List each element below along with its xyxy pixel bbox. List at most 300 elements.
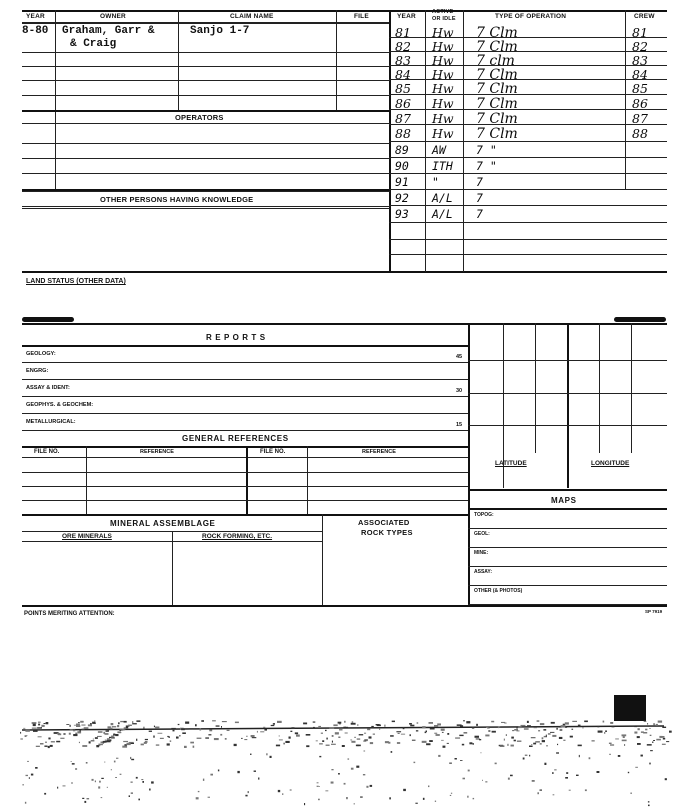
land-status-label: LAND STATUS (OTHER DATA) (26, 278, 126, 285)
report-row-line (22, 379, 468, 380)
scan-noise-speck (32, 728, 37, 729)
points-meriting-attention: POINTS MERITING ATTENTION: (24, 611, 115, 617)
scan-noise-speck (136, 720, 140, 722)
general-references-title: GENERAL REFERENCES (182, 434, 289, 443)
header-type-of-operation: TYPE OF OPERATION (495, 13, 567, 20)
map-row-label: GEOL: (474, 531, 490, 537)
scan-noise-speck (132, 721, 133, 723)
scan-noise-speck (153, 736, 154, 738)
scan-noise-speck (504, 723, 506, 724)
scan-noise-speck (472, 727, 474, 729)
scan-noise-speck (156, 745, 160, 746)
scan-noise-speck (73, 730, 75, 732)
scan-noise-speck (279, 739, 283, 740)
scan-noise-speck (266, 753, 267, 755)
scan-noise-speck (578, 745, 582, 747)
scan-noise-speck (460, 760, 463, 761)
scan-noise-speck (98, 786, 100, 788)
scan-noise-speck (511, 737, 514, 739)
scan-noise-speck (303, 723, 307, 725)
scan-noise-speck (344, 721, 346, 723)
map-row-label: OTHER (& PHOTOS) (474, 588, 523, 594)
scan-noise-speck (38, 722, 41, 723)
scan-noise-speck (116, 758, 118, 759)
scan-noise-speck (101, 778, 104, 779)
scan-noise-speck (98, 744, 103, 746)
scan-noise-speck (511, 745, 514, 747)
scan-noise-speck (525, 755, 528, 756)
scan-noise-speck (540, 790, 543, 791)
scan-noise-speck (449, 763, 452, 764)
scan-noise-speck (317, 782, 319, 783)
scan-noise-speck (540, 743, 542, 745)
scan-noise-speck (77, 731, 81, 733)
scan-noise-speck (584, 721, 588, 723)
scan-noise-speck (154, 726, 155, 728)
scan-noise-speck (529, 746, 533, 748)
scan-noise-speck (351, 768, 354, 770)
scan-noise-speck (442, 732, 444, 733)
log-row-line (389, 173, 667, 174)
scan-noise-speck (397, 742, 400, 743)
scan-noise-speck (609, 743, 612, 744)
scan-noise-speck (290, 731, 292, 732)
scan-noise-speck (96, 745, 99, 747)
scan-noise-speck (291, 727, 294, 729)
scan-noise-speck (438, 755, 440, 757)
scan-noise-speck (227, 730, 230, 731)
log-row-line (389, 124, 667, 125)
scan-noise-speck (122, 729, 125, 731)
log-status: A/L (432, 191, 453, 205)
scan-noise-speck (237, 771, 239, 773)
scan-noise-speck (82, 745, 87, 746)
scan-noise-speck (74, 725, 76, 726)
scan-noise-speck (260, 731, 264, 732)
log-year: 93 (395, 207, 409, 221)
scan-noise-speck (44, 746, 47, 747)
owner-name-line1: Graham, Garr & (62, 25, 155, 37)
scan-noise-speck (319, 743, 323, 744)
scan-noise-speck (364, 751, 366, 752)
scan-noise-speck (338, 722, 342, 724)
scan-noise-speck (561, 725, 566, 727)
scan-noise-speck (45, 742, 46, 743)
header-claim-name: CLAIM NAME (230, 13, 274, 20)
scan-black-block (614, 695, 646, 721)
log-year: 87 (395, 111, 411, 126)
corner-mark-right (614, 317, 666, 322)
scan-noise-speck (412, 740, 416, 741)
scan-noise-speck (650, 750, 653, 751)
scan-noise-speck (73, 734, 77, 736)
log-status: Hw (432, 126, 454, 141)
scan-noise-speck (130, 757, 131, 759)
scan-noise-speck (510, 775, 513, 777)
ref-file-no-1: FILE NO. (34, 449, 60, 455)
scan-noise-speck (86, 762, 88, 763)
scan-noise-speck (363, 741, 366, 742)
associated-rock-types-line2: ROCK TYPES (361, 528, 413, 537)
scan-noise-speck (516, 728, 518, 729)
scan-noise-speck (306, 745, 309, 747)
scan-noise-speck (517, 741, 522, 742)
scan-noise-speck (321, 733, 323, 734)
scan-noise-speck (524, 729, 529, 730)
scan-noise-speck (171, 728, 176, 730)
scan-noise-speck (208, 734, 211, 735)
scan-noise-speck (279, 735, 280, 736)
scan-noise-speck (32, 722, 37, 723)
scan-noise-speck (447, 743, 449, 744)
scan-noise-speck (136, 739, 137, 741)
scan-noise-speck (138, 799, 140, 801)
scan-noise-speck (185, 722, 189, 724)
scan-noise-speck (403, 789, 406, 791)
log-crew: 83 (632, 53, 648, 68)
scan-noise-speck (426, 743, 430, 745)
scan-noise-speck (604, 732, 605, 734)
log-row-line (389, 141, 667, 142)
scan-noise-speck (244, 739, 247, 740)
scan-noise-speck (417, 722, 419, 723)
scan-noise-speck (345, 733, 348, 734)
scan-noise-speck (234, 744, 237, 746)
scan-noise-speck (29, 777, 30, 779)
log-row-line (389, 222, 667, 223)
scan-noise-speck (277, 721, 282, 723)
scan-noise-speck (50, 745, 52, 746)
latitude-label: LATITUDE (495, 460, 527, 467)
scan-noise-speck (384, 725, 385, 727)
scan-noise-speck (71, 782, 73, 783)
scan-noise-speck (498, 726, 500, 727)
scan-noise-speck (516, 730, 519, 731)
log-row-line (389, 239, 667, 240)
scan-noise-speck (658, 721, 662, 723)
scan-noise-speck (120, 721, 123, 722)
scan-noise-speck (451, 793, 452, 794)
scan-noise-speck (127, 743, 131, 745)
scan-noise-speck (56, 741, 60, 743)
scan-noise-speck (356, 766, 359, 768)
scan-noise-speck (468, 770, 470, 772)
scan-noise-speck (111, 723, 114, 725)
scan-noise-speck (331, 782, 334, 784)
log-type: 7 " (476, 143, 497, 157)
scan-noise-speck (485, 735, 489, 737)
scan-noise-speck (22, 784, 24, 785)
scan-noise-speck (221, 726, 222, 728)
scan-noise-speck (120, 774, 122, 775)
owner-year: 8-80 (22, 25, 49, 37)
scan-noise-speck (492, 731, 496, 733)
longitude-label: LONGITUDE (591, 460, 630, 467)
scan-noise-speck (197, 738, 202, 739)
map-row-line (468, 585, 667, 586)
scan-noise-speck (523, 758, 525, 760)
scan-noise-speck (141, 779, 143, 780)
scan-noise-speck (108, 729, 109, 731)
scan-noise-speck (531, 737, 536, 738)
log-year: 84 (395, 67, 411, 82)
scan-noise-speck (149, 731, 152, 732)
reports-title: R E P O R T S (206, 333, 266, 342)
scan-noise-speck (170, 741, 172, 742)
scan-noise-speck (532, 780, 535, 782)
scan-noise-speck (370, 785, 373, 787)
claim-name-value: Sanjo 1-7 (190, 25, 250, 37)
scan-noise-speck (38, 724, 40, 726)
scan-noise-speck (514, 740, 516, 742)
scan-noise-speck (436, 734, 440, 735)
scan-noise-speck (182, 732, 186, 734)
scan-noise-speck (410, 725, 414, 727)
scan-noise-speck (335, 732, 339, 734)
scan-noise-speck (196, 797, 199, 799)
log-type: 7 Clm (476, 67, 518, 83)
log-row-line (389, 51, 667, 52)
scan-noise-speck (214, 738, 219, 740)
scan-noise-speck (622, 734, 627, 736)
scan-noise-speck (313, 727, 315, 729)
log-type: 7 Clm (476, 126, 518, 142)
scan-noise-speck (245, 795, 247, 797)
scan-noise-speck (78, 722, 80, 723)
scan-noise-speck (529, 755, 530, 757)
scan-noise-speck (124, 721, 127, 723)
scan-noise-speck (643, 732, 647, 734)
scan-noise-speck (48, 738, 50, 740)
scan-noise-speck (105, 740, 107, 741)
ore-minerals-label: ORE MINERALS (62, 533, 112, 540)
scan-noise-speck (181, 728, 185, 730)
scan-noise-speck (326, 738, 327, 740)
scan-noise-speck (33, 730, 38, 732)
scan-noise-speck (44, 793, 46, 795)
scan-noise-speck (618, 755, 621, 757)
scan-noise-speck (609, 754, 611, 755)
scan-noise-speck (325, 730, 327, 731)
scan-noise-speck (63, 733, 65, 734)
log-type: 7 Clm (476, 81, 518, 97)
scan-noise-speck (290, 789, 292, 790)
log-status: " (432, 175, 439, 189)
scan-noise-speck (209, 730, 212, 732)
scan-noise-speck (329, 727, 334, 729)
log-crew: 86 (632, 96, 648, 111)
scan-noise-speck (248, 791, 250, 793)
scan-noise-speck (72, 763, 75, 765)
log-row-line (389, 65, 667, 66)
scan-noise-speck (612, 726, 615, 727)
scan-noise-speck (441, 729, 445, 731)
operators-label: OPERATORS (175, 113, 224, 122)
scan-noise-speck (99, 781, 101, 783)
scan-noise-speck (87, 798, 90, 799)
scan-noise-speck (403, 727, 405, 729)
scan-noise-speck (659, 736, 662, 738)
scan-noise-speck (66, 724, 69, 725)
scan-noise-speck (354, 803, 355, 804)
scan-noise-speck (521, 725, 526, 726)
scan-noise-speck (357, 739, 361, 740)
map-row-line (468, 547, 667, 548)
scan-noise-speck (201, 720, 204, 722)
scan-noise-speck (367, 729, 370, 731)
scan-noise-speck (637, 743, 641, 745)
log-status: Hw (432, 25, 454, 40)
scan-noise-speck (654, 723, 655, 725)
scan-noise-speck (514, 729, 518, 731)
scan-noise-speck (70, 725, 71, 727)
report-label: ASSAY & IDENT: (26, 385, 70, 391)
scan-noise-speck (537, 792, 539, 794)
scan-noise-speck (598, 731, 603, 733)
log-year: 83 (395, 53, 411, 68)
scan-noise-speck (652, 742, 653, 743)
scan-noise-speck (355, 737, 356, 738)
log-status: Hw (432, 111, 454, 126)
scan-noise-speck (346, 797, 348, 799)
scan-noise-speck (179, 735, 180, 736)
scan-noise-speck (410, 734, 411, 736)
scan-noise-speck (317, 786, 319, 787)
scan-noise-speck (254, 771, 256, 772)
scan-noise-speck (75, 768, 77, 770)
scan-noise-speck (603, 721, 605, 723)
scan-noise-speck (114, 761, 116, 763)
scan-noise-speck (79, 742, 80, 743)
scan-noise-speck (554, 769, 556, 770)
scan-noise-speck (338, 737, 340, 739)
scan-noise-speck (92, 779, 94, 781)
scan-noise-speck (123, 741, 128, 742)
scan-noise-speck (379, 729, 380, 730)
scan-noise-speck (634, 726, 637, 727)
scan-noise-speck (469, 742, 472, 744)
scan-noise-speck (82, 798, 84, 799)
scan-noise-speck (350, 740, 352, 741)
scan-noise-speck (184, 746, 187, 748)
log-type: 7 clm (476, 53, 515, 69)
scan-noise-speck (23, 728, 25, 729)
scan-noise-speck (339, 729, 343, 730)
map-row-label: ASSAY: (474, 569, 493, 575)
scan-noise-speck (176, 737, 179, 739)
report-label: GEOLOGY: (26, 351, 56, 357)
scan-noise-speck (101, 797, 103, 798)
scan-noise-speck (572, 729, 574, 730)
scan-noise-speck (319, 756, 321, 757)
scan-noise-speck (666, 741, 669, 742)
scan-noise-speck (429, 722, 434, 724)
scan-noise-speck (95, 737, 98, 739)
scan-noise-speck (92, 722, 95, 724)
scan-noise-speck (212, 720, 216, 721)
scan-noise-speck (131, 759, 134, 760)
corner-mark-left (22, 317, 74, 322)
map-row-label: MINE: (474, 550, 489, 556)
scan-noise-speck (203, 779, 204, 781)
scan-noise-speck (241, 738, 243, 739)
scan-noise-speck (198, 791, 200, 792)
scan-noise-speck (559, 737, 563, 739)
log-status: ITH (432, 159, 453, 173)
scan-noise-speck (430, 728, 435, 730)
scan-noise-speck (634, 732, 637, 734)
scan-noise-speck (565, 777, 568, 779)
scan-noise-speck (195, 724, 197, 726)
scan-noise-speck (251, 735, 255, 737)
scan-noise-speck (391, 751, 393, 753)
scan-noise-speck (318, 799, 320, 801)
scan-noise-speck (389, 797, 391, 799)
scan-noise-speck (90, 723, 92, 724)
scan-noise-speck (550, 732, 554, 733)
log-year: 82 (395, 39, 411, 54)
scan-noise-speck (131, 793, 133, 794)
scan-noise-speck (437, 723, 441, 725)
scan-noise-speck (455, 737, 460, 738)
scan-noise-speck (441, 740, 444, 741)
scan-noise-speck (120, 730, 121, 731)
scan-noise-speck (649, 763, 650, 765)
scan-noise-speck (641, 755, 643, 757)
scan-noise-speck (46, 722, 49, 724)
scan-noise-speck (278, 790, 280, 792)
scan-noise-speck (60, 738, 64, 739)
scan-artifact-band (0, 690, 678, 809)
scan-noise-speck (507, 744, 508, 746)
form-code: SP 7919 (645, 609, 663, 614)
scan-noise-speck (552, 735, 556, 737)
scan-noise-speck (84, 801, 86, 803)
log-type: 7 Clm (476, 39, 518, 55)
log-row-line (389, 189, 667, 190)
scan-noise-speck (98, 731, 103, 733)
scan-noise-speck (205, 737, 209, 738)
scan-noise-speck (462, 744, 464, 746)
scan-noise-speck (650, 735, 652, 736)
scan-noise-speck (557, 744, 558, 745)
scan-noise-speck (80, 730, 81, 732)
scan-noise-speck (128, 725, 132, 726)
scan-noise-speck (149, 789, 151, 791)
scan-noise-speck (352, 721, 354, 723)
scan-noise-speck (482, 780, 483, 781)
log-status: Hw (432, 81, 454, 96)
scan-noise-speck (348, 758, 350, 759)
log-year: 88 (395, 126, 411, 141)
scan-noise-speck (38, 736, 42, 737)
scan-noise-speck (635, 767, 638, 768)
scan-noise-speck (540, 723, 544, 725)
scan-noise-speck (392, 721, 395, 723)
scan-noise-speck (270, 756, 272, 758)
scan-noise-speck (168, 736, 170, 737)
scan-noise-speck (647, 723, 648, 724)
log-crew: 87 (632, 111, 648, 126)
scan-noise-speck (479, 739, 481, 740)
log-status: Hw (432, 67, 454, 82)
scan-noise-speck (414, 762, 416, 763)
scan-noise-speck (318, 726, 321, 728)
log-year: 86 (395, 96, 411, 111)
scan-noise-speck (142, 781, 144, 783)
log-type: 7 Clm (476, 25, 518, 41)
scan-noise-speck (200, 728, 202, 730)
